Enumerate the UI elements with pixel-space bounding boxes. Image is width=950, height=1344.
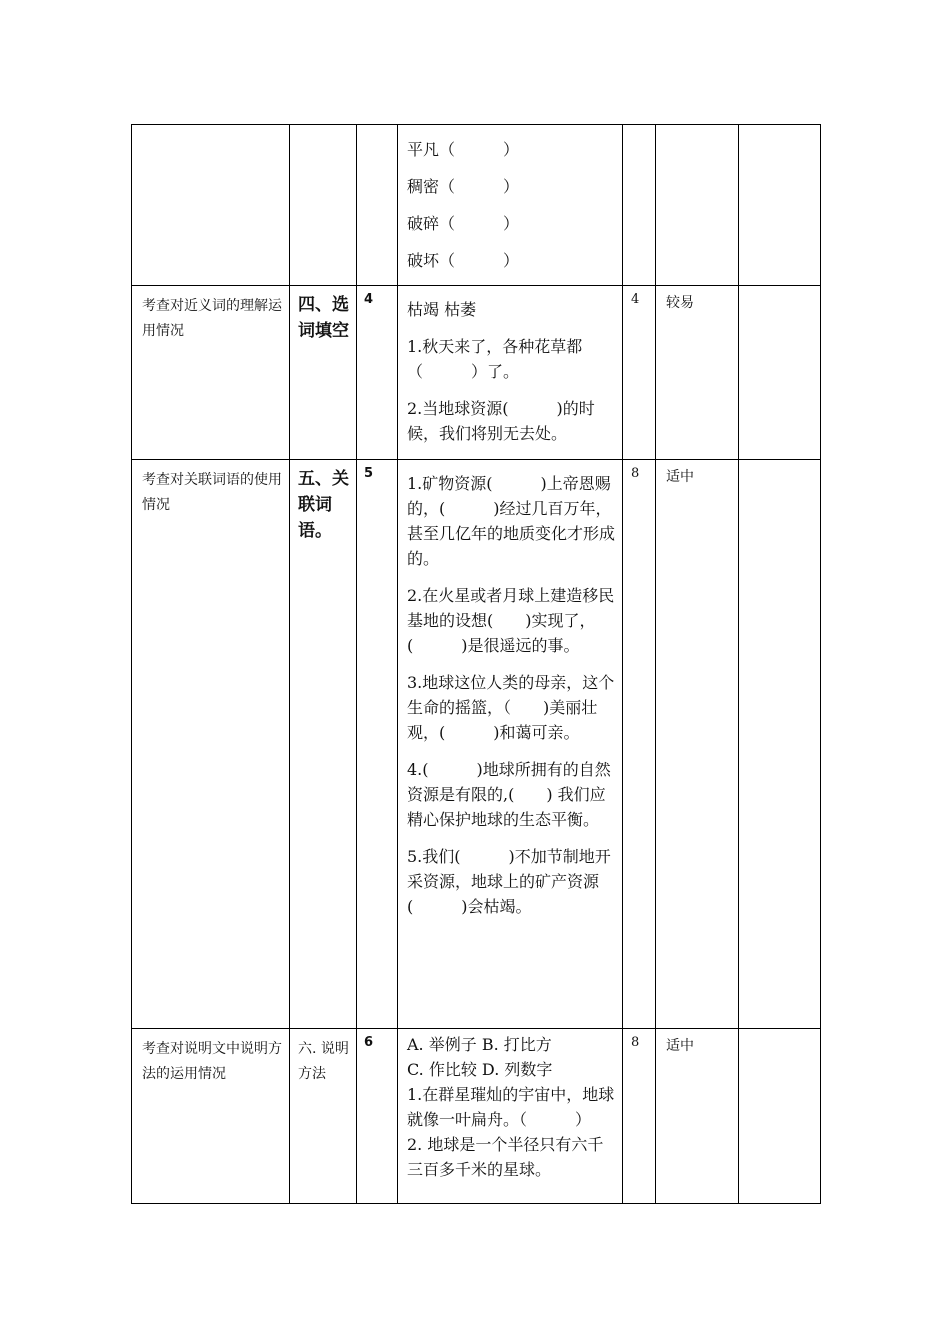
- type-cell: [290, 125, 357, 286]
- word-item: 破碎（ ）: [407, 214, 520, 233]
- table-row: [132, 1029, 821, 1204]
- remark-cell: [739, 460, 821, 1029]
- remark-cell: [739, 1029, 821, 1204]
- purpose-cell: 考查对近义词的理解运用情况: [132, 286, 290, 460]
- purpose-cell: [132, 125, 290, 286]
- options-line: 枯竭 枯萎: [407, 300, 477, 319]
- question-cell: [398, 286, 623, 460]
- remark-cell: [739, 286, 821, 460]
- type-cell: 四、选词填空: [290, 286, 357, 460]
- options-line: A. 举例子 B. 打比方: [407, 1035, 552, 1054]
- difficulty-cell: 较易: [656, 286, 739, 460]
- difficulty-cell: 适中: [656, 1029, 739, 1204]
- remark-cell: [739, 125, 821, 286]
- question-item: 2. 地球是一个半径只有六千三百多千米的星球。: [407, 1135, 604, 1179]
- word-item: 破坏（ ）: [407, 251, 520, 270]
- question-item: 4.( )地球所拥有的自然资源是有限的,( ) 我们应精心保护地球的生态平衡。: [407, 760, 611, 829]
- number-cell: [357, 125, 398, 286]
- word-item: 稠密（ ）: [407, 177, 520, 196]
- table-row: [132, 460, 821, 1029]
- word-item: 平凡（ ）: [407, 140, 520, 159]
- question-item: 2.当地球资源( )的时候，我们将别无去处。: [407, 399, 595, 443]
- score-cell: 8: [623, 1029, 656, 1204]
- question-item: 1.秋天来了，各种花草都（ ）了。: [407, 337, 583, 381]
- score-cell: [623, 125, 656, 286]
- number-cell: 6: [357, 1029, 398, 1204]
- options-line: C. 作比较 D. 列数字: [407, 1060, 553, 1079]
- table-row: [132, 286, 821, 460]
- score-cell: 4: [623, 286, 656, 460]
- table-row: [132, 125, 821, 286]
- difficulty-cell: 适中: [656, 460, 739, 1029]
- number-cell: 4: [357, 286, 398, 460]
- purpose-cell: 考查对关联词语的使用情况: [132, 460, 290, 1029]
- type-cell: 五、关联词语。: [290, 460, 357, 1029]
- question-cell: [398, 1029, 623, 1204]
- question-item: 2.在火星或者月球上建造移民基地的设想( )实现了，( )是很遥远的事。: [407, 586, 615, 655]
- question-item: 1.矿物资源( )上帝恩赐的，( )经过几百万年，甚至几亿年的地质变化才形成的。: [407, 474, 616, 568]
- question-cell: [398, 460, 623, 1029]
- purpose-cell: 考查对说明文中说明方法的运用情况: [132, 1029, 290, 1204]
- difficulty-cell: [656, 125, 739, 286]
- score-cell: 8: [623, 460, 656, 1029]
- type-cell: 六. 说明方法: [290, 1029, 357, 1204]
- question-cell: [398, 125, 623, 286]
- question-item: 1.在群星璀灿的宇宙中，地球就像一叶扁舟。（ ）: [407, 1085, 615, 1129]
- number-cell: 5: [357, 460, 398, 1029]
- question-item: 3.地球这位人类的母亲，这个生命的摇篮，（ )美丽壮观，( )和蔼可亲。: [407, 673, 615, 742]
- question-item: 5.我们( )不加节制地开采资源，地球上的矿产资源( )会枯竭。: [407, 847, 611, 916]
- exam-analysis-table: [131, 124, 821, 1204]
